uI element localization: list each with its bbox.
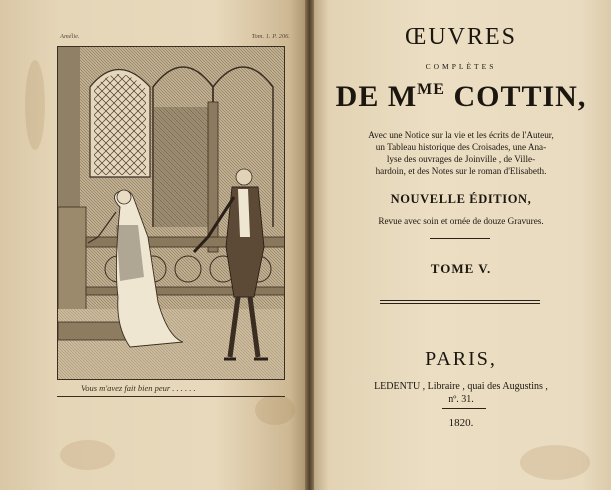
engraving-illustration	[58, 47, 284, 379]
description-line: hardoin, et des Notes sur le roman d'Elisabeth.	[375, 166, 547, 176]
description-line: lyse des ouvrages de Joinville , de Ville-	[386, 154, 536, 164]
publisher-rule	[442, 408, 486, 409]
plate-header-left: Amélie.	[60, 33, 80, 40]
plate-header	[60, 33, 290, 45]
engraving-plate	[57, 46, 285, 380]
plate-header-right: Tom. 1. P. 206.	[251, 33, 290, 40]
author-name	[311, 80, 611, 114]
foxing-stain	[25, 60, 45, 150]
plate-caption-text: Vous m'avez fait bien peur . . . . . .	[81, 383, 196, 393]
title-oeuvres: ŒUVRES	[404, 24, 518, 50]
divider-rule	[380, 303, 540, 304]
publication-year: 1820.	[448, 417, 474, 429]
edition-label: NOUVELLE ÉDITION,	[390, 192, 532, 206]
publisher-number: nº. 31.	[448, 394, 474, 405]
description-line: Avec une Notice sur la vie et les écrits de l'Auteur,	[368, 130, 554, 140]
foxing-stain	[255, 395, 295, 425]
description-line: un Tableau historique des Croisades, une Ana-	[375, 142, 547, 152]
foxing-stain	[520, 445, 590, 480]
divider-rule	[430, 238, 490, 239]
publisher-line: LEDENTU , Libraire , quai des Augustins ,	[374, 381, 548, 392]
author-prefix: DE M	[335, 80, 418, 113]
plate-caption	[57, 382, 285, 397]
foxing-stain	[60, 440, 115, 470]
city-label: PARIS,	[425, 348, 497, 370]
tome-label: TOME V.	[430, 261, 492, 276]
author-surname: COTTIN,	[444, 80, 587, 113]
author-title-sup: ME	[417, 81, 445, 98]
revue-note: Revue avec soin et ornée de douze Gravures.	[378, 216, 544, 226]
description-block	[330, 129, 592, 177]
divider-rule	[380, 300, 540, 301]
subtitle-completes: COMPLÈTES	[425, 62, 497, 71]
